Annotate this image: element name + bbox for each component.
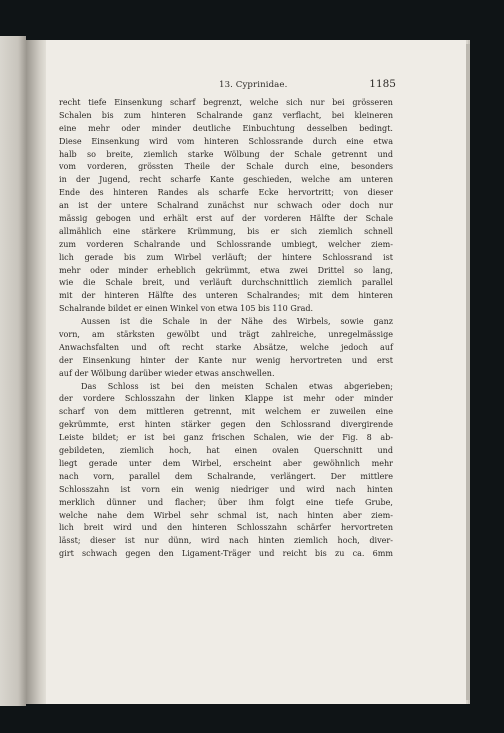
left-page-edge [0, 36, 26, 706]
text-line: Diese Einsenkung wird vom hinteren Schlossrande durch eine etwa [59, 136, 393, 146]
text-line: Ende des hinteren Randes als scharfe Ecke hervortritt; von dieser [59, 188, 393, 198]
text-line: eine mehr oder minder deutliche Einbuchtung desselben bedingt. [59, 123, 393, 133]
text-line: der vordere Schlosszahn der linken Klappe ist mehr oder minder [59, 394, 393, 404]
text-line: in der Jugend, recht scharfe Kante geschieden, welche am unteren [59, 175, 393, 185]
text-line: liegt gerade unter dem Wirbel, erscheint aber gewöhnlich mehr [59, 458, 393, 468]
text-line: lich breit wird und den hinteren Schlosszahn schärfer hervortreten [59, 523, 393, 533]
text-line: Schalrande bildet er einen Winkel von etwa 105 bis 110 Grad. [59, 304, 314, 314]
text-line: Das Schloss ist bei den meisten Schalen etwas abgerieben; [81, 381, 393, 391]
text-line: mässig gebogen und erhält erst auf der vorderen Hälfte der Schale [59, 214, 393, 224]
text-line: allmählich eine stärkere Krümmung, bis er sich ziemlich schnell [59, 226, 393, 236]
text-line: scharf von dem mittleren getrennt, mit welchem er zuweilen eine [59, 407, 393, 417]
section-title: 13. Cyprinidae. [219, 80, 288, 90]
text-line: Schalen bis zum hinteren Schalrande ganz verflacht, bei kleineren [59, 110, 393, 120]
text-line: vom vorderen, grössten Theile der Schale durch eine, besonders [59, 162, 393, 172]
text-line: merklich dünner und flacher; über ihm folgt eine tiefe Grube, [59, 497, 393, 507]
text-line: halb so breite, ziemlich starke Wölbung der Schale getrennt und [59, 149, 393, 159]
page-stack-edge [466, 44, 470, 700]
text-line: der Einsenkung hinter der Kante nur wenig hervortreten und erst [59, 355, 393, 365]
text-line: mehr oder minder erheblich gekrümmt, etwa zwei Drittel so lang, [59, 265, 393, 275]
text-line: an ist der untere Schalrand zunächst nur schwach oder doch nur [59, 201, 393, 211]
text-line: Schlosszahn ist vorn ein wenig niedriger und wird nach hinten [59, 484, 393, 494]
text-line: nach vorn, parallel dem Schalrande, verlängert. Der mittlere [59, 471, 393, 481]
text-line: lässt; dieser ist nur dünn, wird nach hinten ziemlich hoch, diver- [59, 536, 393, 546]
text-line: Aussen ist die Schale in der Nähe des Wirbels, sowie ganz [81, 317, 393, 327]
text-line: recht tiefe Einsenkung scharf begrenzt, welche sich nur bei grösseren [59, 98, 393, 107]
text-line: gebildeten, ziemlich hoch, hat einen ovalen Querschnitt und [59, 446, 393, 456]
text-line: mit der hinteren Hälfte des unteren Schalrandes; mit dem hinteren [59, 291, 393, 301]
text-line: auf der Wölbung darüber wieder etwas anschwellen. [59, 368, 275, 378]
text-line: gekrümmte, erst hinten stärker gegen den Schlossrand divergirende [59, 420, 393, 430]
text-line: girt schwach gegen den Ligament-Träger und reicht bis zu ca. 6mm [59, 549, 393, 559]
text-line: Anwachsfalten und oft recht starke Absätze, welche jedoch auf [59, 342, 393, 352]
book-gutter [26, 40, 48, 704]
text-line: wie die Schale breit, und verläuft durchschnittlich ziemlich parallel [59, 278, 393, 288]
text-line: zum vorderen Schalrande und Schlossrande umbiegt, welcher ziem- [59, 239, 393, 249]
page-number: 1185 [369, 78, 396, 90]
text-line: Leiste bildet; er ist bei ganz frischen Schalen, wie der Fig. 8 ab- [59, 433, 393, 443]
text-line: vorn, am stärksten gewölbt und trägt zahlreiche, unregelmässige [59, 330, 393, 340]
text-line: welche nahe dem Wirbel sehr schmal ist, nach hinten aber ziem- [59, 510, 393, 520]
body-text [59, 97, 393, 561]
text-line: lich gerade bis zum Wirbel verläuft; der hintere Schlossrand ist [59, 252, 393, 262]
